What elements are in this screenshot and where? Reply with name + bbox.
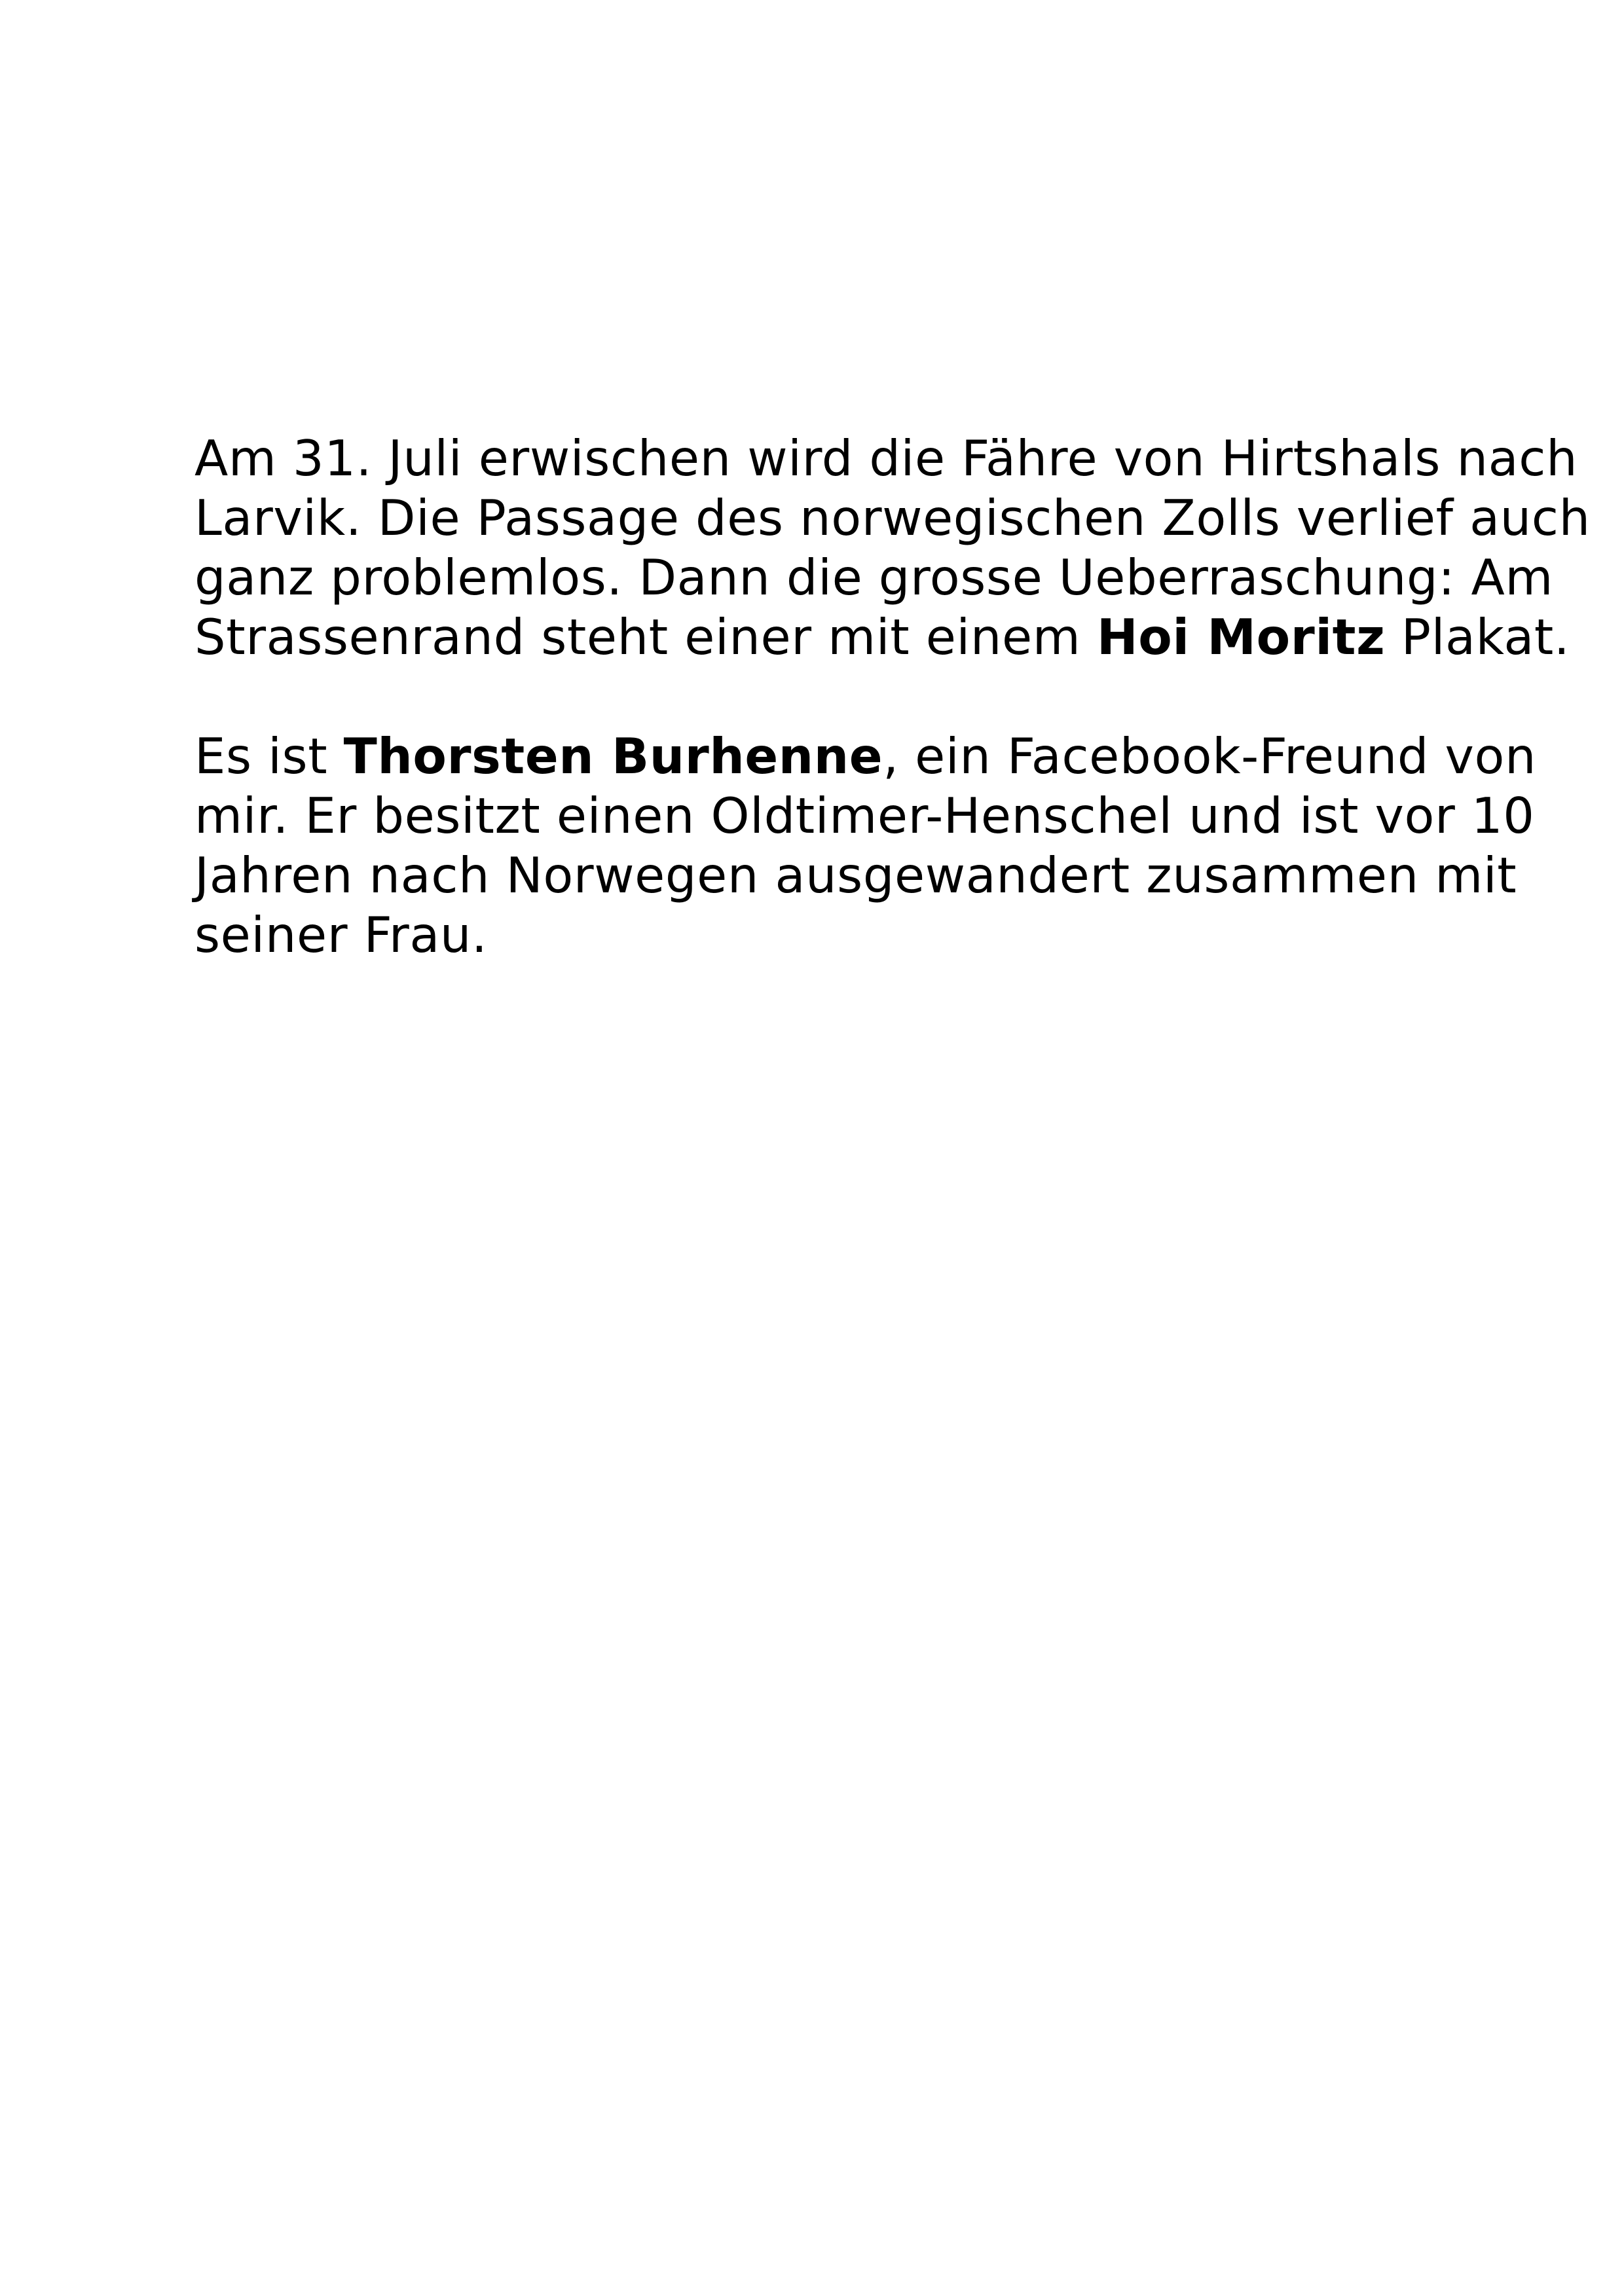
body-text bbox=[194, 429, 1602, 965]
text-line: Jahren nach Norwegen ausgewandert zusammen mit bbox=[194, 847, 1517, 904]
text-line: mir. Er besitzt einen Oldtimer-Henschel und ist vor 10 bbox=[194, 787, 1535, 845]
person-name-bold: Thorsten Burhenne bbox=[343, 727, 883, 785]
text-line bbox=[194, 608, 1602, 667]
text-segment: , ein Facebook-Freund von bbox=[883, 727, 1537, 785]
text-segment: Strassenrand steht einer mit einem bbox=[194, 608, 1097, 666]
text-line: Am 31. Juli erwischen wird die Fähre von Hirtshals nach bbox=[194, 429, 1578, 487]
text-line bbox=[194, 727, 1602, 786]
sign-text-bold: Hoi Moritz bbox=[1096, 608, 1386, 666]
paragraph-ferry-arrival bbox=[194, 429, 1602, 667]
text-line: seiner Frau. bbox=[194, 906, 488, 964]
text-line: ganz problemlos. Dann die grosse Ueberraschung: Am bbox=[194, 549, 1554, 606]
paragraph-friend bbox=[194, 727, 1602, 965]
text-line: Larvik. Die Passage des norwegischen Zolls verlief auch bbox=[194, 489, 1591, 547]
text-segment: Plakat. bbox=[1385, 608, 1570, 666]
text-segment: Es ist bbox=[194, 727, 344, 785]
